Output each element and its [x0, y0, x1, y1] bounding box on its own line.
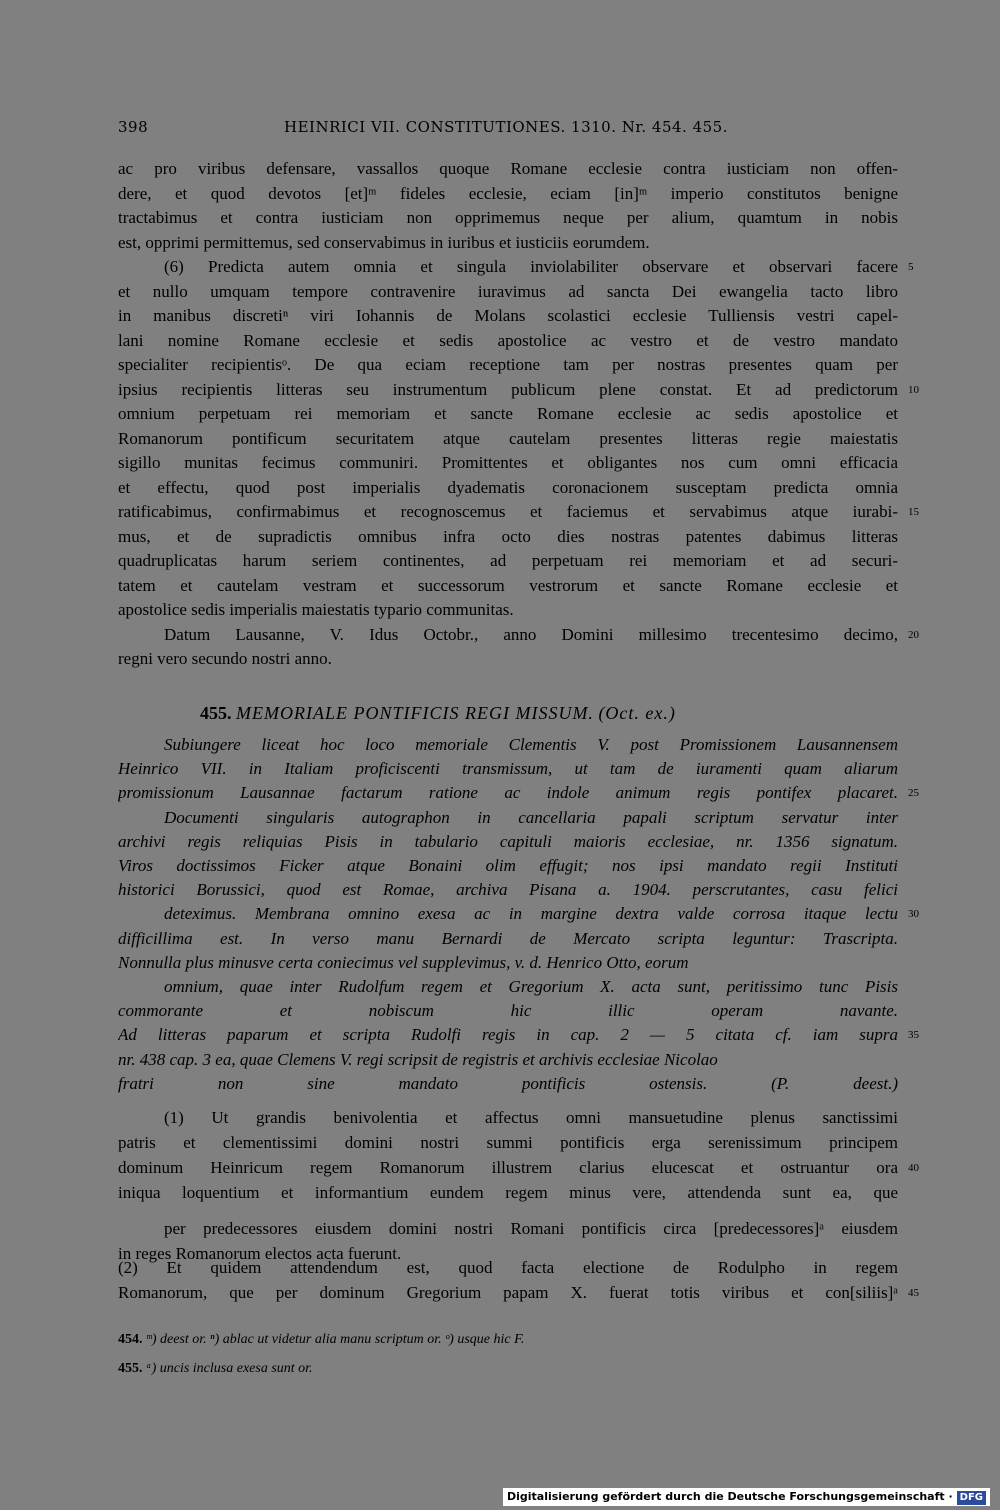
document-date: (Oct. ex.): [598, 703, 676, 723]
text-line: specialiter recipientisᵒ. De qua eciam receptione tam per nostras presentes quam per: [118, 355, 898, 374]
text-line: Romanorum, que per dominum Gregorium papam X. fuerat totis viribus et con[siliis]ᵃ: [118, 1283, 898, 1302]
text-line: archivi regis reliquias Pisis in tabulario capituli maioris ecclesiae, nr. 1356 signatum.: [118, 831, 898, 851]
text-line: (2) Et quidem attendendum est, quod facta electione de Rodulpho in regem: [118, 1258, 898, 1277]
text-line: tatem et cautelam vestram et successorum vestrorum et sancte Romane ecclesie et: [118, 575, 898, 595]
text-line: lani nomine Romane ecclesie et sedis apostolice ac vestro et de vestro mandato: [118, 330, 898, 350]
line-number: 20: [908, 628, 919, 641]
line-number: 15: [908, 506, 919, 518]
footnote-text: ᵐ) deest or. ⁿ) ablac ut videtur alia manu scriptum or. ᵒ) usque hic F.: [146, 1332, 525, 1347]
text-line: quadruplicatas harum seriem continentes, ad perpetuam rei memoriam et ad securi-: [118, 551, 898, 570]
credit-text: Digitalisierung gefördert durch die Deutsche Forschungsgemeinschaft ·: [506, 1490, 953, 1503]
page-number: 398: [118, 118, 149, 136]
text-line: et effectu, quod post imperialis dyadematis coronacionem susceptam predicta omnia: [118, 477, 898, 497]
text-line: ac pro viribus defensare, vassallos quoque Romane ecclesie contra iusticiam non offen-: [118, 159, 898, 178]
line-number: 45: [908, 1287, 919, 1299]
text-line: apostolice sedis imperialis maiestatis typario communitas.: [118, 600, 514, 619]
text-line: promissionum Lausannae factarum ratione ac indole animum regis pontifex placaret.: [118, 783, 898, 803]
text-line: iniqua loquentium et informantium eundem regem minus vere, attendenda sunt ea, que: [118, 1183, 898, 1202]
document-heading: [200, 703, 840, 729]
text-line: mus, et de supradictis omnibus infra octo dies nostras patentes dabimus litteras: [118, 526, 898, 546]
text-line: omnium, quae inter Rudolfum regem et Gregorium X. acta sunt, peritissimo tunc Pisis: [164, 977, 898, 996]
text-line: nr. 438 cap. 3 ea, quae Clemens V. regi scripsit de registris et archivis ecclesiae Nicolao: [118, 1049, 718, 1069]
text-line: Viros doctissimos Ficker atque Bonaini olim effugit; nos ipsi mandato regii Instituti: [118, 856, 898, 875]
running-header: [118, 118, 898, 142]
text-line: Romanorum pontificum securitatem atque cautelam presentes litteras regie maiestatis: [118, 428, 898, 448]
line-number: 30: [908, 908, 919, 921]
dfg-logo: DFG: [957, 1491, 986, 1505]
text-line: historici Borussici, quod est Romae, archiva Pisana a. 1904. perscrutantes, casu felici: [118, 880, 898, 900]
text-line: Subiungere liceat hoc loco memoriale Clementis V. post Promissionem Lausannensem: [164, 735, 898, 754]
text-line: in manibus discretiⁿ viri Iohannis de Molans scolastici ecclesie Tulliensis vestri capel-: [118, 306, 898, 325]
text-line: (1) Ut grandis benivolentia et affectus omni mansuetudine plenus sanctissimi: [164, 1108, 898, 1127]
footnote-label: 454.: [118, 1332, 143, 1347]
text-line: ratificabimus, confirmabimus et recognoscemus et faciemus et servabimus atque iurabi-: [118, 502, 898, 521]
line-number: 10: [908, 383, 919, 396]
footnote-text: ᵃ) uncis inclusa exesa sunt or.: [146, 1361, 313, 1376]
text-line: Heinrico VII. in Italiam proficiscenti transmissum, ut tam de iuramenti quam aliarum: [118, 759, 898, 779]
text-line: fratri non sine mandato pontificis ostensis. (P. deest.): [118, 1073, 898, 1093]
text-line: et nullo umquam tempore contravenire iuravimus ad sancta Dei ewangelia tacto libro: [118, 281, 898, 301]
footnote-label: 455.: [118, 1361, 143, 1376]
text-line: Datum Lausanne, V. Idus Octobr., anno Domini millesimo trecentesimo decimo,: [164, 624, 898, 644]
running-title: HEINRICI VII. CONSTITUTIONES. 1310. Nr. 454. 455.: [284, 118, 728, 136]
footnote-455: [118, 1357, 898, 1381]
text-line: omnium perpetuam rei memoriam et sancte Romane ecclesie ac sedis apostolice et: [118, 404, 898, 423]
text-line: deteximus. Membrana omnino exesa ac in margine dextra valde corrosa itaque lectu: [164, 904, 898, 924]
funding-credit: [503, 1488, 990, 1506]
text-line: difficillima est. In verso manu Bernardi de Mercato scripta leguntur: Trascripta.: [118, 928, 898, 948]
line-number: 5: [908, 261, 914, 273]
text-line: Ad litteras paparum et scripta Rudolfi regis in cap. 2 — 5 citata cf. iam supra: [118, 1025, 898, 1045]
text-line: tractabimus et contra iusticiam non opprimemus neque per alium, quamtum in nobis: [118, 208, 898, 227]
text-line: est, opprimi permittemus, sed conservabimus in iuribus et iusticiis eorumdem.: [118, 232, 650, 252]
text-line: sigillo munitas fecimus communiri. Promittentes et obligantes nos cum omni efficacia: [118, 453, 898, 472]
line-number: 40: [908, 1162, 919, 1174]
text-line: (6) Predicta autem omnia et singula inviolabiliter observare et observari facere: [164, 257, 898, 276]
text-line: dominum Heinricum regem Romanorum illustrem clarius elucescat et ostruantur ora: [118, 1158, 898, 1177]
line-number: 35: [908, 1029, 919, 1042]
footnote-454: [118, 1328, 898, 1352]
text-line: in reges Romanorum electos acta fuerunt.: [118, 1244, 402, 1263]
document-number: 455.: [200, 703, 232, 723]
document-title: MEMORIALE PONTIFICIS REGI MISSUM.: [236, 703, 594, 723]
line-number: 25: [908, 787, 919, 800]
text-line: patris et clementissimi domini nostri summi pontificis erga serenissimum principem: [118, 1133, 898, 1152]
text-line: regni vero secundo nostri anno.: [118, 649, 332, 668]
text-line: dere, et quod devotos [et]ᵐ fideles ecclesie, eciam [in]ᵐ imperio constitutos benigne: [118, 183, 898, 203]
text-line: per predecessores eiusdem domini nostri Romani pontificis circa [predecessores]ᵃ eiusdem: [164, 1219, 898, 1238]
text-line: ipsius recipientis litteras seu instrumentum publicum plene constat. Et ad predictorum: [118, 379, 898, 399]
text-line: Documenti singularis autographon in cancellaria papali scriptum servatur inter: [164, 807, 898, 827]
text-line: Nonnulla plus minusve certa coniecimus vel supplevimus, v. d. Henrico Otto, eorum: [118, 952, 689, 972]
text-line: commorante et nobiscum hic illic operam navante.: [118, 1001, 898, 1021]
